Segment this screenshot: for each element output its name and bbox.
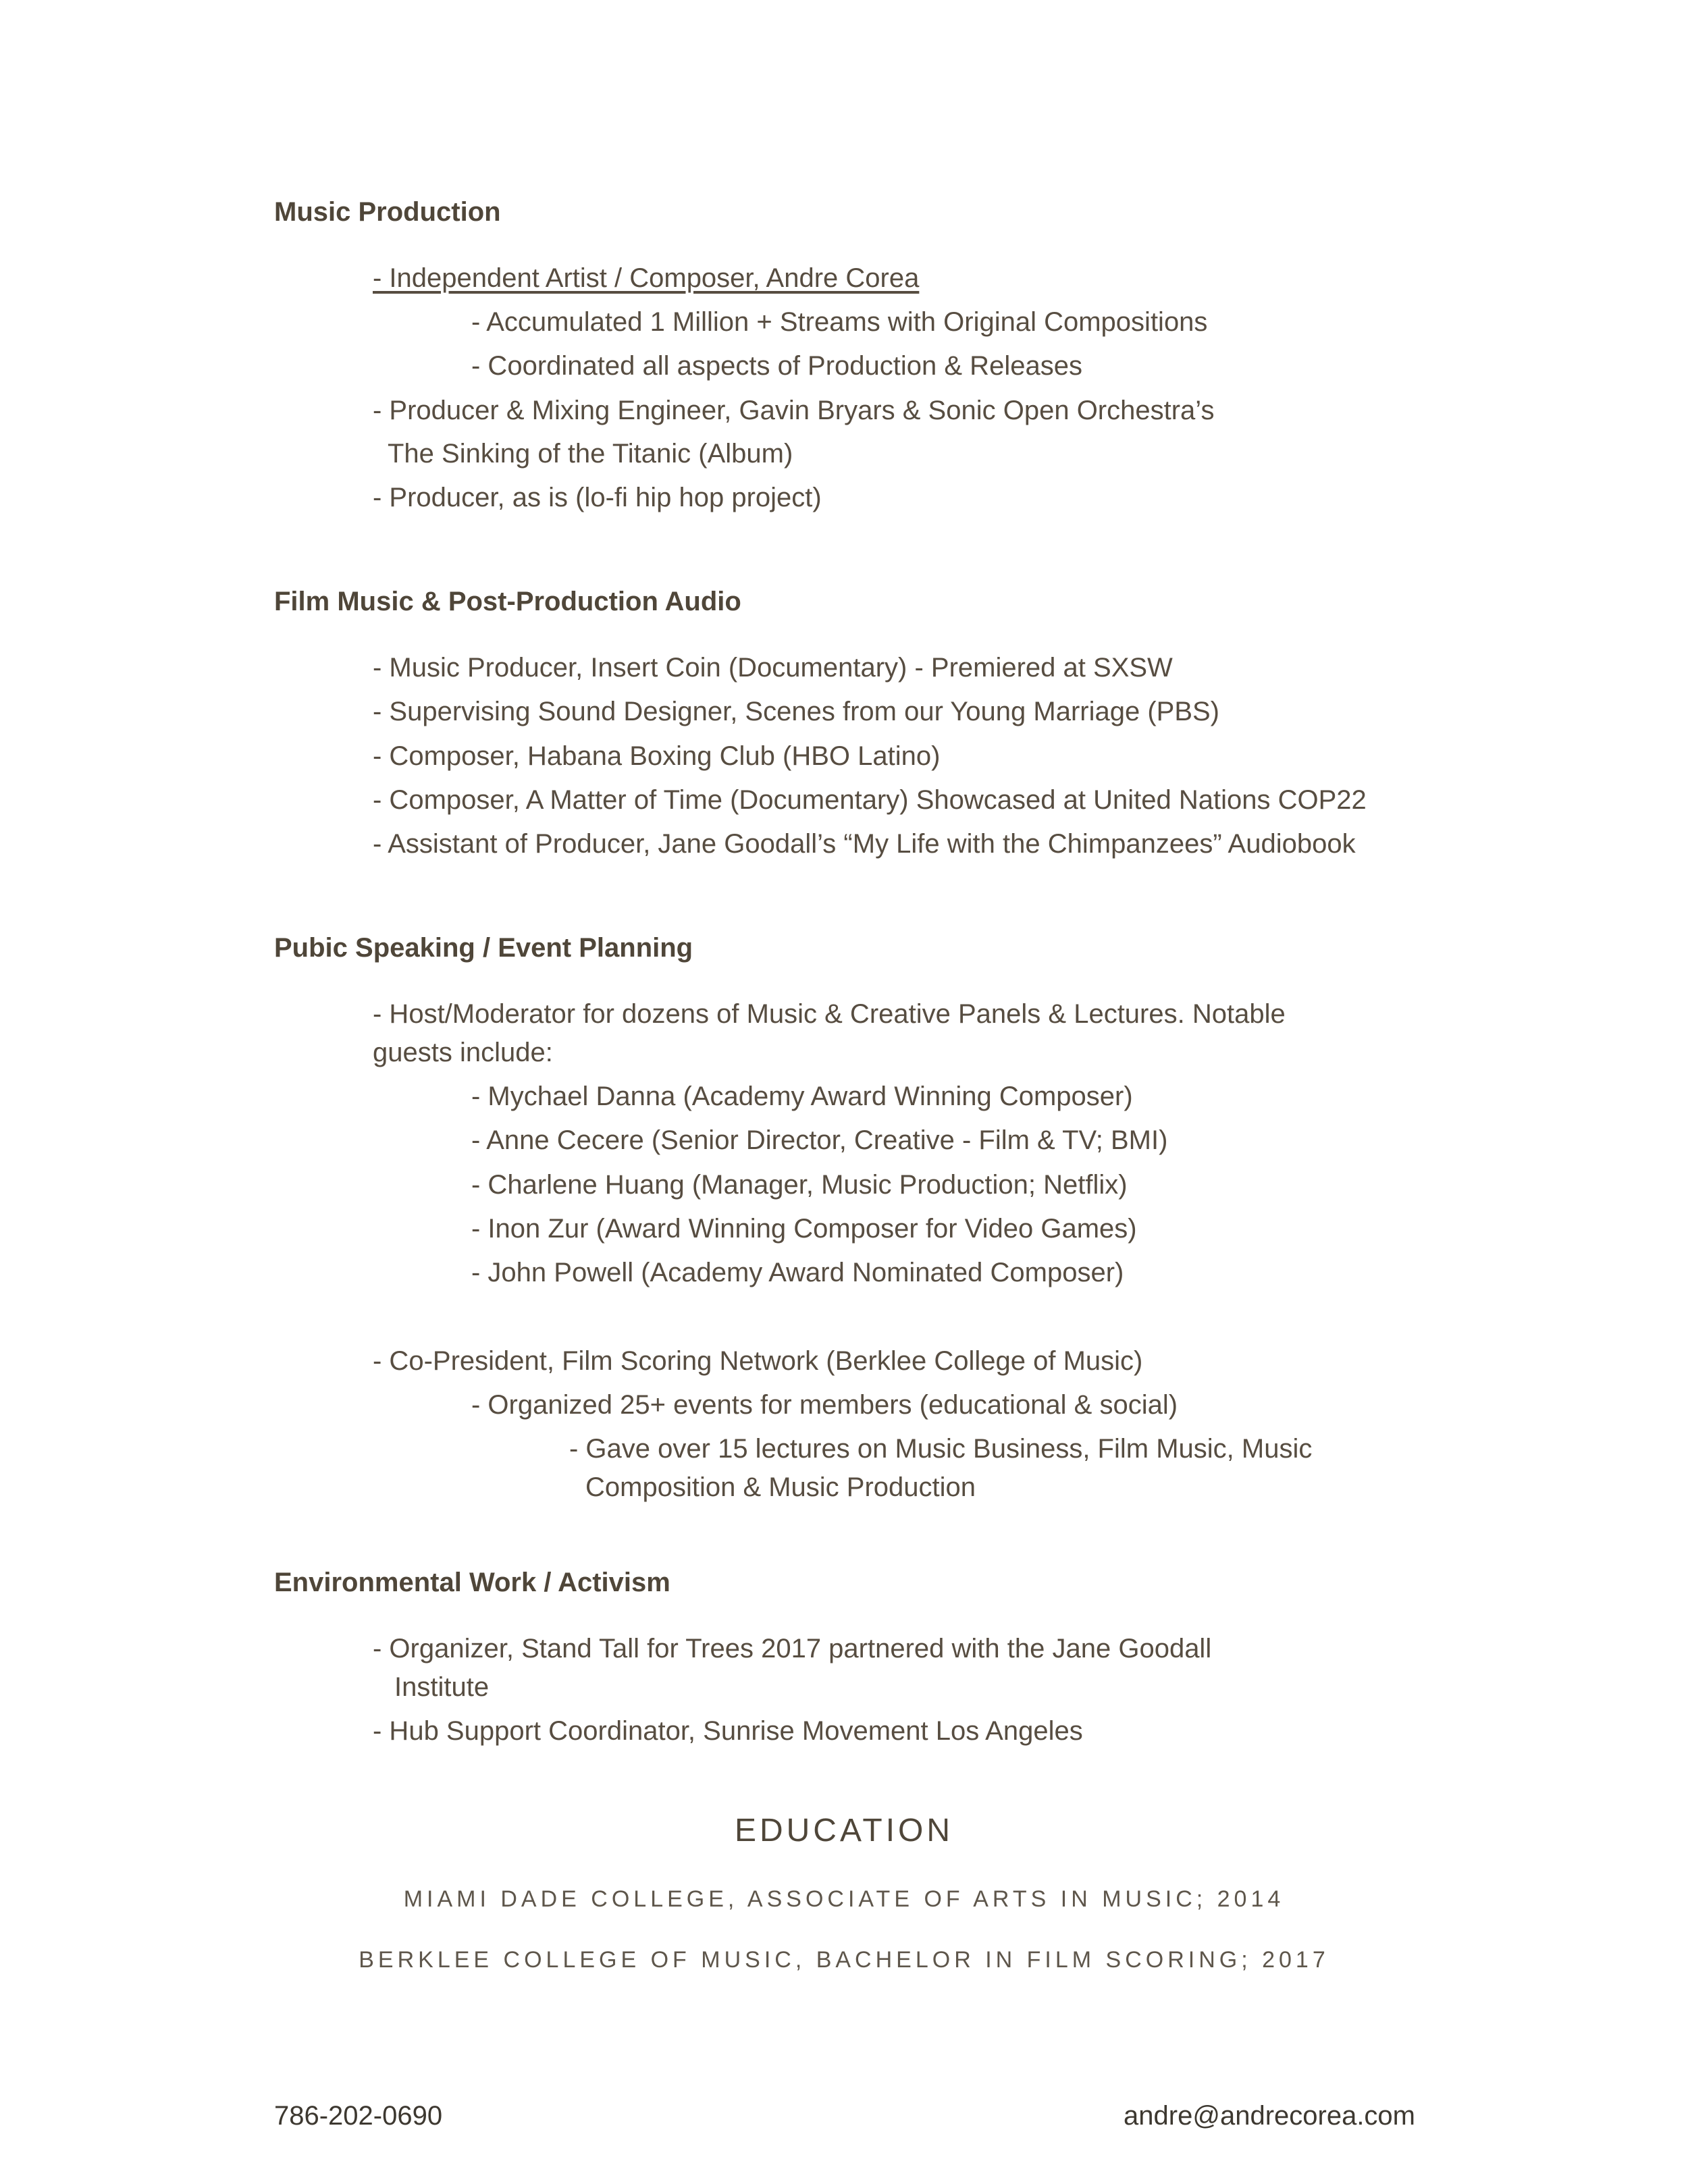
education-entry-miami-dade: MIAMI DADE COLLEGE, ASSOCIATE OF ARTS IN MUSIC; 2014 (403, 1886, 1285, 1912)
film-item-insert-coin: - Music Producer, Insert Coin (Documentary) - Premiered at SXSW (373, 653, 1173, 683)
env-item-sunrise: - Hub Support Coordinator, Sunrise Movement Los Angeles (373, 1716, 1083, 1746)
footer-email[interactable]: andre@andrecorea.com (1124, 2101, 1415, 2131)
footer-phone: 786-202-0690 (274, 2101, 443, 2131)
section-heading-environmental: Environmental Work / Activism (274, 1568, 670, 1597)
speaking-item-organized: - Organized 25+ events for members (educational & social) (471, 1390, 1178, 1420)
education-entry-berklee: BERKLEE COLLEGE OF MUSIC, BACHELOR IN FILM SCORING; 2017 (359, 1947, 1329, 1973)
section-heading-film-music: Film Music & Post-Production Audio (274, 587, 741, 616)
speaking-guest-huang: - Charlene Huang (Manager, Music Production; Netflix) (471, 1170, 1128, 1200)
film-item-habana: - Composer, Habana Boxing Club (HBO Latino) (373, 741, 941, 771)
speaking-item-host: - Host/Moderator for dozens of Music & Creative Panels & Lectures. Notable (373, 999, 1286, 1029)
speaking-guest-cecere: - Anne Cecere (Senior Director, Creative - Film & TV; BMI) (471, 1125, 1168, 1155)
music-item-streams: - Accumulated 1 Million + Streams with Original Compositions (471, 307, 1208, 337)
speaking-item-lectures: - Gave over 15 lectures on Music Business, Film Music, Music (569, 1434, 1313, 1464)
speaking-item-lectures-cont: Composition & Music Production (585, 1472, 976, 1502)
speaking-guest-powell: - John Powell (Academy Award Nominated Composer) (471, 1258, 1124, 1287)
film-item-sound-designer: - Supervising Sound Designer, Scenes from our Young Marriage (PBS) (373, 697, 1220, 726)
speaking-item-co-president: - Co-President, Film Scoring Network (Berklee College of Music) (373, 1346, 1143, 1376)
section-heading-public-speaking: Pubic Speaking / Event Planning (274, 933, 693, 963)
music-item-lofi: - Producer, as is (lo-fi hip hop project) (373, 483, 822, 512)
music-item-producer-mixing: - Producer & Mixing Engineer, Gavin Bryars & Sonic Open Orchestra’s (373, 396, 1215, 425)
film-item-goodall-audiobook: - Assistant of Producer, Jane Goodall’s “My Life with the Chimpanzees” Audiobook (373, 829, 1356, 859)
env-item-stand-tall: - Organizer, Stand Tall for Trees 2017 partnered with the Jane Goodall (373, 1634, 1212, 1663)
music-item-coordinated: - Coordinated all aspects of Production & Releases (471, 351, 1082, 381)
music-item-titanic: The Sinking of the Titanic (Album) (388, 439, 793, 469)
music-item-independent-artist: - Independent Artist / Composer, Andre Corea (373, 263, 920, 293)
speaking-guest-zur: - Inon Zur (Award Winning Composer for Video Games) (471, 1214, 1137, 1244)
env-item-institute: Institute (394, 1672, 490, 1702)
section-heading-music-production: Music Production (274, 197, 501, 227)
speaking-item-guests: guests include: (373, 1038, 553, 1067)
speaking-guest-danna: - Mychael Danna (Academy Award Winning Composer) (471, 1082, 1133, 1111)
education-title: EDUCATION (734, 1813, 954, 1848)
film-item-matter-of-time: - Composer, A Matter of Time (Documentary) Showcased at United Nations COP22 (373, 785, 1367, 815)
